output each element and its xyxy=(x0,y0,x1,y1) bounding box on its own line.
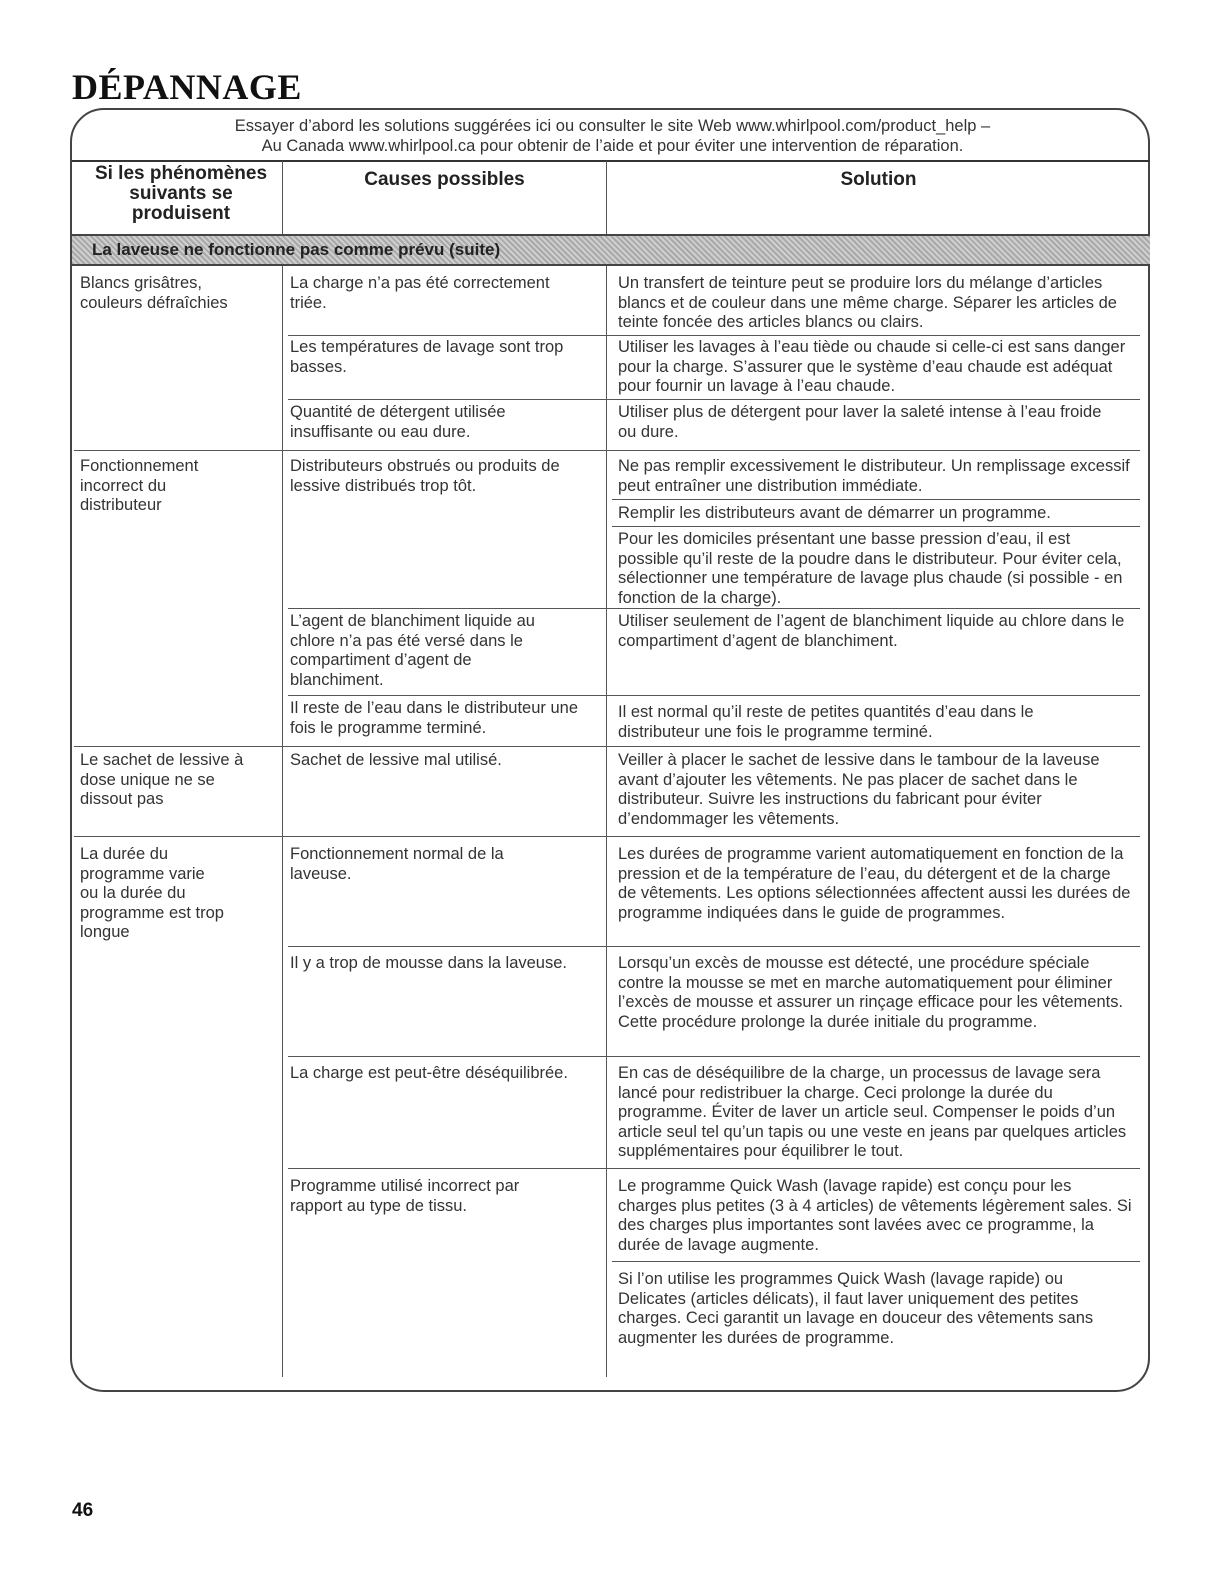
solution-cell: Les durées de programme varient automatiquement en fonction de la pression et de la température de l’eau, du détergent et de la charge de vêtements. Les options sélectionnées affectent aussi les durées de programme indiquées dans le guide de programmes. xyxy=(618,845,1131,922)
solution-cell: Il est normal qu’il reste de petites quantités d’eau dans le distributeur une fois le programme terminé. xyxy=(618,703,1034,741)
intro-line-1: Essayer d’abord les solutions suggérées ici ou consulter le site Web www.whirlpool.com/product_help – xyxy=(234,117,991,135)
cause-cell: La charge n’a pas été correctement triée. xyxy=(290,274,550,312)
solution-cell: Ne pas remplir excessivement le distributeur. Un remplissage excessif peut entraîner une distribution immédiate. xyxy=(618,457,1130,495)
cause-cell: Il reste de l’eau dans le distributeur une fois le programme terminé. xyxy=(290,699,579,737)
cause-cell: La charge est peut-être déséquilibrée. xyxy=(290,1064,568,1082)
cause-cell: Quantité de détergent utilisée insuffisante ou eau dure. xyxy=(290,403,506,441)
section-title: La laveuse ne fonctionne pas comme prévu (suite) xyxy=(92,240,501,259)
symptom-cell: Le sachet de lessive à dose unique ne se dissout pas xyxy=(80,751,244,809)
symptom-cell: Blancs grisâtres, couleurs défraîchies xyxy=(80,274,228,312)
cause-cell: Fonctionnement normal de la laveuse. xyxy=(290,845,504,883)
cause-cell: L’agent de blanchiment liquide au chlore n’a pas été versé dans le compartiment d’agent de blanchiment. xyxy=(290,612,535,689)
column-divider-2 xyxy=(606,161,607,1377)
row-separator xyxy=(74,450,1140,451)
row-separator xyxy=(288,1168,1140,1169)
row-separator xyxy=(288,1056,1140,1057)
cause-cell: Il y a trop de mousse dans la laveuse. xyxy=(290,954,567,972)
solution-cell: Le programme Quick Wash (lavage rapide) est conçu pour les charges plus petites (3 à 4 articles) de vêtements légèrement sales. Si des charges plus importantes sont lavées avec ce programme, la durée de lavage augmente. xyxy=(618,1177,1132,1254)
row-separator xyxy=(612,1261,1140,1262)
intro-line-2: Au Canada www.whirlpool.ca pour obtenir de l’aide et pour éviter une intervention de réparation. xyxy=(261,137,964,155)
row-separator xyxy=(288,399,1140,400)
row-separator xyxy=(288,335,1140,336)
solution-cell: Pour les domiciles présentant une basse pression d’eau, il est possible qu’il reste de la poudre dans le distributeur. Pour éviter cela, sélectionner une température de lavage plus chaude (si possible - en fonction de la charge). xyxy=(618,530,1123,607)
section-bar xyxy=(72,234,1150,266)
symptom-cell: La durée du programme varie ou la durée du programme est trop longue xyxy=(80,845,224,942)
solution-cell: Utiliser plus de détergent pour laver la saleté intense à l’eau froide ou dure. xyxy=(618,403,1102,441)
column-divider-1 xyxy=(282,161,283,1377)
page-number: 46 xyxy=(72,1500,94,1521)
cause-cell: Distributeurs obstrués ou produits de lessive distribués trop tôt. xyxy=(290,457,560,495)
header-symptom: Si les phénomènes suivants se produisent xyxy=(94,163,268,224)
solution-cell: Un transfert de teinture peut se produire lors du mélange d’articles blancs et de couleur dans une même charge. Séparer les articles de teinte foncée des articles blancs ou clairs. xyxy=(618,274,1117,332)
row-separator xyxy=(74,836,1140,837)
cause-cell: Programme utilisé incorrect par rapport au type de tissu. xyxy=(290,1177,520,1215)
row-separator xyxy=(288,695,1140,696)
row-separator xyxy=(74,746,1140,747)
cause-cell: Les températures de lavage sont trop basses. xyxy=(290,338,564,376)
page-title: DÉPANNAGE xyxy=(72,67,302,107)
solution-cell: Utiliser seulement de l’agent de blanchiment liquide au chlore dans le compartiment d’agent de blanchiment. xyxy=(618,612,1125,650)
row-separator xyxy=(612,499,1140,500)
row-separator xyxy=(612,526,1140,527)
cause-cell: Sachet de lessive mal utilisé. xyxy=(290,751,502,769)
header-causes: Causes possibles xyxy=(364,169,525,190)
header-solution: Solution xyxy=(840,169,917,190)
solution-cell: Utiliser les lavages à l’eau tiède ou chaude si celle-ci est sans danger pour la charge. S’assurer que le système d’eau chaude est adéquat pour fournir un lavage à l’eau chaude. xyxy=(618,338,1126,396)
symptom-cell: Fonctionnement incorrect du distributeur xyxy=(80,457,199,515)
row-separator xyxy=(288,946,1140,947)
intro-text xyxy=(160,116,1065,156)
solution-cell: Si l’on utilise les programmes Quick Wash (lavage rapide) ou Delicates (articles délicats), il faut laver uniquement des petites charges. Ceci garantit un lavage en douceur des vêtements sans augmenter les durées de programme. xyxy=(618,1270,1094,1347)
solution-cell: Lorsqu’un excès de mousse est détecté, une procédure spéciale contre la mousse se met en marche automatiquement pour éliminer l’excès de mousse et assurer un rinçage efficace pour les vêtements. Cette procédure prolonge la durée initiale du programme. xyxy=(618,954,1124,1031)
header-top-rule xyxy=(72,160,1150,162)
solution-cell: Remplir les distributeurs avant de démarrer un programme. xyxy=(618,504,1051,522)
solution-cell: En cas de déséquilibre de la charge, un processus de lavage sera lancé pour redistribuer la charge. Ceci prolonge la durée du programme. Éviter de laver un article seul. Compenser le poids d’un article seul tel qu’un tapis ou une veste en jeans par quelques articles supplémentaires pour équilibrer le tout. xyxy=(618,1064,1127,1161)
solution-cell: Veiller à placer le sachet de lessive dans le tambour de la laveuse avant d’ajouter les vêtements. Ne pas placer de sachet dans le distributeur. Suivre les instructions du fabricant pour éviter d’endommager les vêtements. xyxy=(618,751,1100,828)
